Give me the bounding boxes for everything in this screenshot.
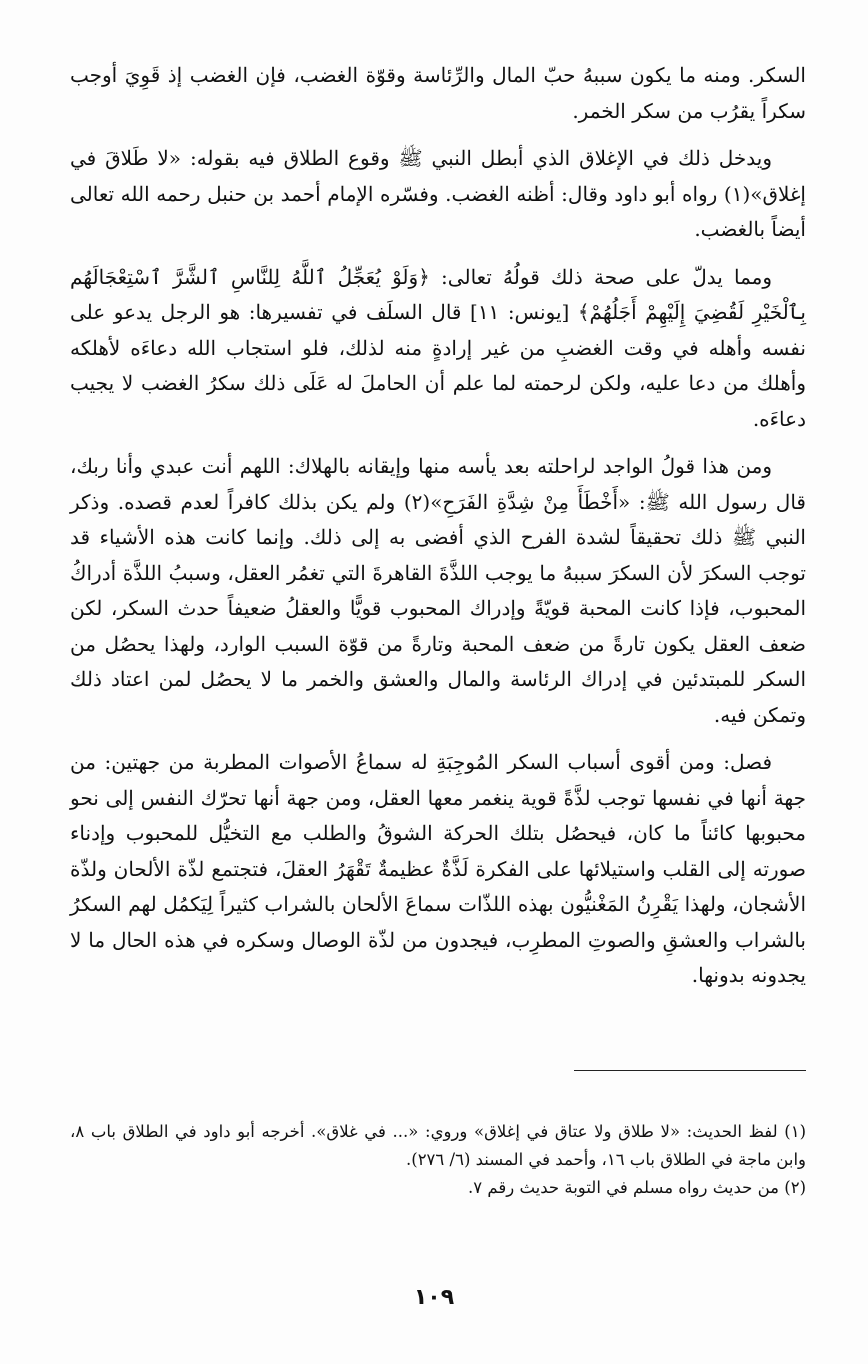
paragraph-2: ويدخل ذلك في الإغلاق الذي أبطل النبي ﷺ وقوع الطلاق فيه بقوله: «لا طَلاقَ في إغلاق»(١) رواه أبو داود وقال: أظنه الغضب. وفسّره الإمام أحمد بن حنبل رحمه الله تعالى أيضاً بالغضب.	[70, 146, 806, 241]
footnote-divider	[574, 1070, 806, 1071]
footnote-2: (٢) من حديث رواه مسلم في التوبة حديث رقم ٧.	[468, 1178, 806, 1197]
footnote-1: (١) لفظ الحديث: «لا طلاق ولا عتاق في إغلاق» وروي: «... في غلاق». أخرجه أبو داود في الطلاق باب ٨، وابن ماجة في الطلاق باب ١٦، وأحمد في المسند (٦/ ٢٧٦).	[70, 1122, 806, 1169]
footnotes	[70, 1118, 806, 1202]
main-text	[70, 58, 806, 1006]
paragraph-5-fasl: فصل: ومن أقوى أسباب السكر المُوجِبَةِ له سماعُ الأصوات المطربة من جهتين: من جهة أنها في نفسها توجب لذَّةً قوية ينغمر معها العقل، ومن جهة أنها تحرّك النفس إلى نحو محبوبها كائناً ما كان، فيحصُل بتلك الحركة الشوقُ والطلب مع التخيُّل للمحبوب وإدناء صورته إلى القلب واستيلائها على الفكرة لَذَّةٌ عظيمةٌ تَقْهَرُ العقلَ، فتجتمع لذّة الألحان ولذّة الأشجان، ولهذا يَقْرِنُ المَغْنيُّون بهذه اللذّات سماعَ الألحان بالشراب كثيراً لِيَكمُل لهم السكرُ بالشراب والعشقِ والصوتِ المطرِب، فيجدون من لذّة الوصال وسكره في هذه الحال ما لا يجدونه بدونها.	[70, 750, 806, 987]
page-number: ١٠٩	[413, 1285, 455, 1310]
paragraph-4: ومن هذا قولُ الواجد لراحلته بعد يأسه منها وإيقانه بالهلاك: اللهم أنت عبدي وأنا ربك، قال رسول الله ﷺ: «أَخْطَأَ مِنْ شِدَّةِ الفَرَحِ»(٢) ولم يكن بذلك كافراً لعدم قصده. وذكر النبي ﷺ ذلك تحقيقاً لشدة الفرح الذي أفضى به إلى ذلك. وإنما كانت هذه الأشياء قد توجب السكرَ لأن السكرَ سببهُ ما يوجب اللذَّةَ القاهرةَ التي تغمُر العقل، وسببُ اللذَّة أدراكُ المحبوب، فإذا كانت المحبة قويّةً وإدراك المحبوب قويًّا والعقلُ ضعيفاً حدث السكر، لكن ضعف العقل يكون تارةً من ضعف المحبة وتارةً من قوّة السبب الوارد، ولهذا يحصُل من السكر للمبتدئين في إدراك الرئاسة والمال والعشق والخمر ما لا يحصُل لمن اعتاد ذلك وتمكن فيه.	[70, 454, 806, 727]
paragraph-3: ومما يدلّ على صحة ذلك قولُهُ تعالى: ﴿وَلَوْ يُعَجِّلُ ٱللَّهُ لِلنَّاسِ ٱلشَّرَّ ٱسْتِعْجَالَهُم بِٱلْخَيْرِ لَقُضِيَ إِلَيْهِمْ أَجَلُهُمْ﴾ [يونس: ١١] قال السلَف في تفسيرها: هو الرجل يدعو على نفسه وأهله في وقت الغضبِ من غير إرادةٍ منه لذلك، فلو استجاب الله دعاءَه لأهلكه وأهلك من دعا عليه، ولكن لرحمته لما علم أن الحاملَ له عَلَى ذلك سكرُ الغضب لا يجيب دعاءَه.	[70, 264, 806, 431]
paragraph-1: السكر. ومنه ما يكون سببهُ حبّ المال والرِّئاسة وقوّة الغضب، فإن الغضب إذ قَوِيَ أوجب سكراً يقرُب من سكر الخمر.	[70, 63, 806, 123]
